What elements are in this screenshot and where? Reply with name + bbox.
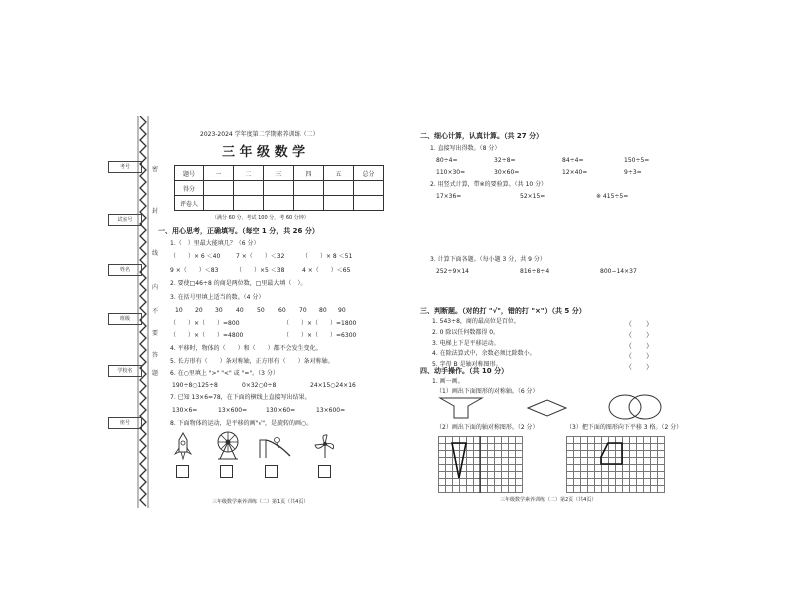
d1-text: 1. 画一画。 <box>432 378 464 385</box>
seal-word: 答 <box>152 352 159 359</box>
q4-text: 4. 平移时，物体的（ ）和（ ）都不会发生变化。 <box>170 345 322 352</box>
ferris-wheel-icon <box>214 430 242 460</box>
score-cell <box>354 196 384 211</box>
rhombus-shape <box>524 398 570 418</box>
score-header-cell: 四 <box>294 166 324 181</box>
two-circles-shape <box>606 392 664 422</box>
score-cell <box>264 181 294 196</box>
judge-item: 2. 0 除以任何数都得 0。 <box>432 329 500 336</box>
score-header-cell: 三 <box>264 166 294 181</box>
q7-item: 13×600= <box>218 407 248 414</box>
binding-box-school: 学校名 <box>108 365 142 377</box>
seal-word: 封 <box>152 208 159 215</box>
binding-box-room-number: 试室号 <box>108 214 142 226</box>
c1-text: 1. 直接写出得数。（8 分） <box>430 145 501 152</box>
q2-text: 2. 要使□46÷8 的商是两位数，□里最大填（ ）。 <box>170 280 307 287</box>
judge-item: 1. 543÷8，商的最高位是百位。 <box>432 318 520 325</box>
c1-item: 110×30= <box>436 169 466 176</box>
q3-item: （ ）×（ ）=1800 <box>283 320 357 327</box>
slide-icon <box>256 432 294 460</box>
c2-item: 17×36= <box>436 193 462 200</box>
parallelogram-shape <box>566 436 665 493</box>
q3-item: （ ）×（ ）=6300 <box>283 332 357 339</box>
c2-item: 52×15= <box>520 193 546 200</box>
answer-box-ferris-wheel[interactable] <box>220 465 233 478</box>
rocket-icon <box>172 431 194 461</box>
seal-word: 要 <box>152 330 159 337</box>
score-header-cell: 总分 <box>354 166 384 181</box>
q3-text: 3. 在括号里填上适当的数。（4 分） <box>170 294 265 301</box>
right-page-footer: 三年级数学素养训练（二）第2页（共4页） <box>500 497 597 503</box>
c2-item: ※ 415÷5= <box>596 193 629 200</box>
judge-item: 3. 电梯上下是平移运动。 <box>432 340 500 347</box>
score-cell <box>264 196 294 211</box>
c3-item: 816÷8÷4 <box>520 268 550 275</box>
q3-number: 80 <box>319 307 327 314</box>
q6-text: 6. 在○里填上 ">" "<" 或 "="。（3 分） <box>170 370 279 377</box>
exam-note: （满分 60 分，考试 100 分，考 60 分钟） <box>212 215 309 221</box>
judge-answer-paren[interactable]: （ ） <box>625 352 653 360</box>
c2-text: 2. 用竖式计算，带※的要验算。（共 10 分） <box>430 181 548 188</box>
section3-title: 三、判断题。（对的打 "√"，错的打 "×"）（共 5 分） <box>420 307 586 315</box>
judge-item: 5. 字母 B 是轴对称图形。 <box>432 361 502 368</box>
judge-answer-paren[interactable]: （ ） <box>625 342 653 350</box>
trapezoid-shape <box>438 396 484 420</box>
seal-word: 线 <box>152 250 159 257</box>
score-cell <box>324 181 354 196</box>
c1-item: 150÷5= <box>624 157 650 164</box>
seal-word: 题 <box>152 370 159 377</box>
judge-answer-paren[interactable]: （ ） <box>625 363 653 371</box>
q3-item: （ ）×（ ）=800 <box>170 320 240 327</box>
q1-item: 4 ×（ ）＜65 <box>302 267 351 274</box>
d3-text: （3）把下面的图形向下平移 3 格。（2 分） <box>566 424 683 431</box>
section4-title: 四、动手操作。（共 10 分） <box>420 367 509 375</box>
left-page-footer: 三年级数学素养训练（二）第1页（共4页） <box>212 499 309 505</box>
q1-item: （ ）×5 ＜38 <box>236 267 285 274</box>
q1-item: 7 ×（ ）＜32 <box>236 253 285 260</box>
q6-item: 190÷8○125÷8 <box>172 382 218 389</box>
binding-box-exam-number: 考号 <box>108 161 142 173</box>
q3-number: 60 <box>278 307 286 314</box>
seal-word: 不 <box>152 308 159 315</box>
binding-zigzag-line <box>136 116 150 508</box>
d1-sub-text: （1）画出下面图形的对称轴。（6 分） <box>436 388 539 395</box>
binding-box-class: 班级 <box>108 313 142 325</box>
q7-item: 130×6= <box>172 407 198 414</box>
seal-word: 密 <box>152 166 159 173</box>
c1-item: 30×60= <box>494 169 520 176</box>
c3-item: 252÷9×14 <box>436 268 469 275</box>
section2-title: 二、细心计算，认真计算。（共 27 分） <box>420 132 544 140</box>
q1-text: 1.（ ）里最大能填几？（6 分） <box>170 240 260 247</box>
c1-item: 9÷3= <box>624 169 642 176</box>
fan-icon <box>310 432 340 460</box>
q3-item: （ ）×（ ）=4800 <box>170 332 244 339</box>
q6-item: 24×15○24×16 <box>310 382 356 389</box>
q3-number: 50 <box>257 307 265 314</box>
c1-item: 32÷8= <box>494 157 516 164</box>
q1-item: 9 ×（ ）＜83 <box>170 267 219 274</box>
q6-item: 0×32○0÷8 <box>242 382 277 389</box>
subject-title: 三 年 级 数 学 <box>222 145 306 160</box>
q1-item: （ ）× 6 ＜40 <box>170 253 221 260</box>
judge-answer-paren[interactable]: （ ） <box>625 320 653 328</box>
score-header-cell: 题号 <box>175 166 204 181</box>
exam-title: 2023-2024 学年度第二学期素养训练（二） <box>200 131 319 138</box>
section1-title: 一、用心思考，正确填写。（每空 1 分，共 26 分） <box>158 227 319 235</box>
c3-text: 3. 计算下面各题。（每小题 3 分，共 9 分） <box>430 256 546 263</box>
q1-item: （ ）× 8 ＜51 <box>302 253 353 260</box>
binding-box-name: 姓名 <box>108 264 142 276</box>
c3-item: 800−14×37 <box>600 268 637 275</box>
d2-text: （2）画出下面的轴对称图形。（2 分） <box>436 424 539 431</box>
q3-number: 40 <box>236 307 244 314</box>
q5-text: 5. 长方形有（ ）条对称轴，正方形有（ ）条对称轴。 <box>170 358 334 365</box>
score-table <box>174 165 384 211</box>
score-cell <box>204 196 234 211</box>
score-row-label: 评卷人 <box>175 196 204 211</box>
q3-number: 20 <box>195 307 203 314</box>
answer-box-fan[interactable] <box>318 465 331 478</box>
c1-item: 80÷4= <box>436 157 458 164</box>
q7-text: 7. 已知 13×6=78，在下面的横线上直接写出结果。 <box>170 394 311 401</box>
answer-box-slide[interactable] <box>265 465 278 478</box>
symmetry-axis-and-triangle <box>438 436 523 493</box>
score-cell <box>324 196 354 211</box>
q7-item: 130×60= <box>266 407 296 414</box>
score-cell <box>234 181 264 196</box>
c1-item: 84÷4= <box>562 157 584 164</box>
score-cell <box>294 196 324 211</box>
q7-item: 13×600= <box>316 407 346 414</box>
score-header-cell: 五 <box>324 166 354 181</box>
q3-number: 10 <box>175 307 183 314</box>
answer-box-rocket[interactable] <box>176 465 189 478</box>
score-cell <box>294 181 324 196</box>
judge-answer-paren[interactable]: （ ） <box>625 331 653 339</box>
q3-number: 30 <box>215 307 223 314</box>
score-header-cell: 一 <box>204 166 234 181</box>
score-cell <box>354 181 384 196</box>
score-header-cell: 二 <box>234 166 264 181</box>
c1-item: 12×40= <box>562 169 588 176</box>
seal-word: 内 <box>152 284 159 291</box>
q3-number: 90 <box>338 307 346 314</box>
score-row-label: 得分 <box>175 181 204 196</box>
q3-number: 70 <box>299 307 307 314</box>
score-cell <box>204 181 234 196</box>
score-cell <box>234 196 264 211</box>
binding-box-seat: 座号 <box>108 417 142 429</box>
q8-text: 8. 下面物体的运动，是平移的画"√"，是旋转的画○。 <box>170 420 313 427</box>
judge-item: 4. 在除法算式中，余数必须比除数小。 <box>432 350 536 357</box>
